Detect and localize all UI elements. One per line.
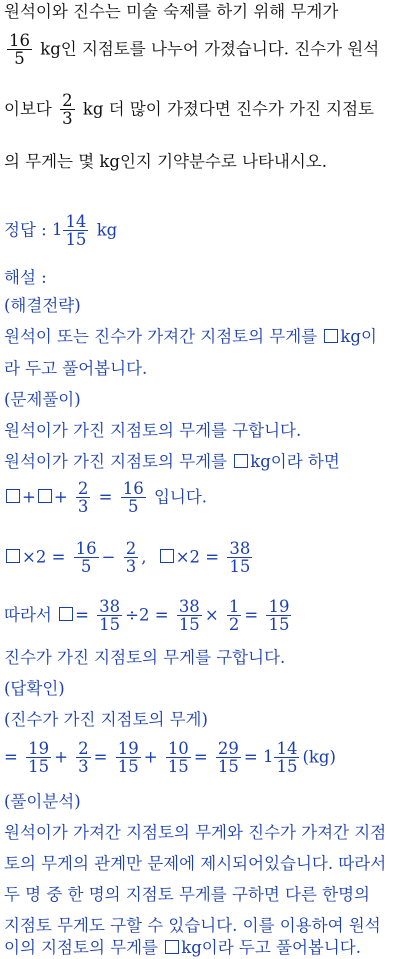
fraction-2-3 <box>76 740 91 776</box>
equals-sign: = <box>98 487 113 507</box>
fraction-38-15 <box>227 540 252 576</box>
fraction-denominator: 15 <box>65 230 87 250</box>
fraction-numerator: 29 <box>217 739 239 758</box>
fraction-2-3 <box>124 540 139 576</box>
blank-box-icon <box>6 549 20 563</box>
fraction-denominator: 15 <box>28 757 50 777</box>
fraction-numerator: 2 <box>125 539 137 558</box>
comma: , <box>141 547 147 567</box>
fraction-denominator: 15 <box>268 615 290 635</box>
check-title: (답확인) <box>4 679 65 698</box>
problem-line-3-pre: 이보다 <box>4 99 52 119</box>
analysis-line-2: 토의 무게의 관계만 문제에 제시되어있습니다. 따라서 <box>4 854 387 873</box>
strategy-line-2: 라 두고 풀어봅니다. <box>4 359 148 378</box>
strategy-unit: kg이 <box>340 327 377 346</box>
equals-sign: = <box>75 605 89 625</box>
solution-step-1: 원석이가 가진 지점토의 무게를 구합니다. <box>4 421 302 440</box>
fraction-denominator: 5 <box>80 557 92 577</box>
times-two: ×2 = <box>22 547 66 567</box>
fraction-denominator: 5 <box>14 49 25 69</box>
fraction-29-15 <box>216 740 241 776</box>
minus-sign: − <box>101 547 116 567</box>
fraction-38-15 <box>97 598 122 634</box>
fraction-denominator: 2 <box>228 615 240 635</box>
fraction-denominator: 3 <box>62 109 73 129</box>
fraction-numerator: 38 <box>99 597 121 616</box>
therefore-label: 따라서 <box>4 605 52 625</box>
fraction-numerator: 19 <box>28 739 50 758</box>
equation-3 <box>4 598 396 634</box>
solution-step-2 <box>4 452 396 472</box>
fraction-numerator: 2 <box>77 479 89 498</box>
fraction-38-15 <box>177 598 202 634</box>
blank-box-icon <box>234 454 248 468</box>
problem-line-3 <box>4 92 396 128</box>
unit-kg: (kg) <box>302 747 336 767</box>
blank-box-icon <box>165 940 179 954</box>
strategy-line-1 <box>4 327 396 347</box>
fraction-denominator: 15 <box>217 757 239 777</box>
analysis-unit: kg이라 두고 풀어봅니다. <box>181 938 361 957</box>
answer-line <box>4 213 396 249</box>
solution-label: 해설 : <box>4 268 47 287</box>
fraction-denominator: 15 <box>117 757 139 777</box>
problem-line-1: 원석이와 진수는 미술 숙제를 하기 위해 무게가 <box>4 2 339 21</box>
fraction-denominator: 15 <box>99 615 121 635</box>
fraction-2-3 <box>76 480 91 516</box>
step-2-text: 원석이가 가진 지점토의 무게를 <box>4 452 227 471</box>
solution-step-3: 진수가 가진 지점토의 무게를 구합니다. <box>4 648 286 667</box>
fraction-10-15 <box>166 740 191 776</box>
times-two: ×2 = <box>175 547 220 567</box>
answer-integer: 1 <box>51 220 63 240</box>
fraction-19-15 <box>266 598 291 634</box>
problem-line-4: 의 무게는 몇 kg인지 기약분수로 나타내시오. <box>4 152 327 171</box>
fraction-denominator: 15 <box>276 757 298 777</box>
fraction-19-15 <box>26 740 51 776</box>
divide-two: ÷2 = <box>125 605 169 625</box>
problem-line-3-text: kg 더 많이 가졌다면 진수가 가진 지점토 <box>82 99 374 119</box>
step-2-unit: kg이라 하면 <box>250 452 340 471</box>
plus-sign: + <box>54 747 68 767</box>
fraction-numerator: 10 <box>167 739 189 758</box>
answer-label: 정답 : <box>4 220 47 240</box>
fraction-numerator: 2 <box>62 91 73 110</box>
problem-line-2-text: kg인 지점토를 나누어 가졌습니다. 진수가 원석 <box>40 39 380 59</box>
fraction-14-15 <box>274 740 299 776</box>
equation-1 <box>4 480 396 516</box>
analysis-line-3: 두 명 중 한 명의 지점토 무게를 구하면 다른 한명의 <box>4 885 370 904</box>
fraction-1-2 <box>227 598 242 634</box>
analysis-line-4: 지점토 무게도 구할 수 있습니다. 이를 이용하여 원석 <box>4 916 381 935</box>
fraction-denominator: 15 <box>229 557 251 577</box>
fraction-19-15 <box>116 740 141 776</box>
fraction-numerator: 2 <box>78 739 89 758</box>
equals-sign: = <box>193 747 208 767</box>
strategy-text: 원석이 또는 진수가 가져간 지점토의 무게를 <box>4 327 318 346</box>
fraction-numerator: 14 <box>276 739 298 758</box>
fraction-16-5 <box>7 32 32 68</box>
check-subtitle: (진수가 가진 지점토의 무게) <box>4 710 208 729</box>
plus-sign: + <box>22 487 36 507</box>
fraction-numerator: 19 <box>268 597 290 616</box>
check-equation <box>4 740 396 776</box>
plus-sign: + <box>53 487 68 507</box>
equation-2 <box>4 540 396 576</box>
problem-solving-title: (문제풀이) <box>4 390 81 409</box>
equation-1-tail: 입니다. <box>153 487 208 507</box>
fraction-denominator: 15 <box>167 757 189 777</box>
blank-box-icon <box>160 549 174 563</box>
fraction-numerator: 14 <box>65 212 87 231</box>
fraction-numerator: 38 <box>229 539 251 558</box>
equals-sign: = <box>93 747 108 767</box>
answer-unit: kg <box>96 220 118 240</box>
mixed-integer: 1 <box>262 747 274 767</box>
fraction-numerator: 1 <box>228 597 240 616</box>
analysis-line-5 <box>4 938 396 958</box>
analysis-text: 이의 지점토의 무게를 <box>4 938 158 957</box>
blank-box-icon <box>6 489 20 503</box>
fraction-denominator: 3 <box>77 497 89 517</box>
fraction-numerator: 19 <box>117 739 139 758</box>
analysis-title: (풀이분석) <box>4 792 81 811</box>
strategy-title: (해결전략) <box>4 296 81 315</box>
blank-box-icon <box>324 329 338 343</box>
times-sign: × <box>204 605 219 625</box>
problem-line-2 <box>4 32 396 68</box>
answer-fraction <box>63 213 88 249</box>
fraction-numerator: 16 <box>122 479 144 498</box>
plus-sign: + <box>143 747 158 767</box>
analysis-line-1: 원석이가 가져간 지점토의 무게와 진수가 가져간 지점 <box>4 823 387 842</box>
fraction-denominator: 3 <box>125 557 137 577</box>
equals-sign: = <box>4 747 18 767</box>
fraction-denominator: 5 <box>127 497 139 517</box>
fraction-denominator: 15 <box>178 615 200 635</box>
fraction-16-5 <box>121 480 146 516</box>
equals-sign: = <box>244 605 259 625</box>
fraction-2-3 <box>60 92 75 128</box>
fraction-numerator: 16 <box>75 539 97 558</box>
fraction-numerator: 16 <box>9 31 30 50</box>
equals-sign: = <box>243 747 258 767</box>
blank-box-icon <box>59 607 73 621</box>
fraction-denominator: 3 <box>78 757 89 777</box>
fraction-numerator: 38 <box>178 597 200 616</box>
blank-box-icon <box>38 489 52 503</box>
fraction-16-5 <box>74 540 99 576</box>
